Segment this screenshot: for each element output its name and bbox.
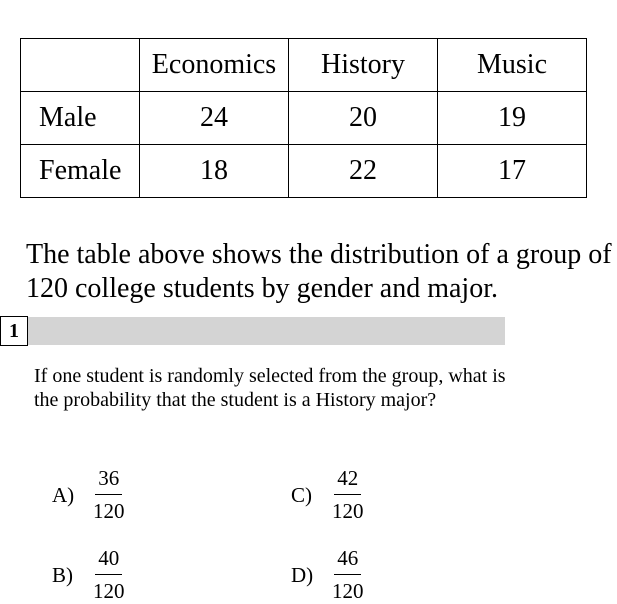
choice-letter-c: C) [291, 482, 312, 507]
cell-female-music: 17 [438, 145, 587, 198]
question-text: If one student is randomly selected from the group, what is the probability that the student is a History major? [34, 365, 506, 411]
cell-male-economics: 24 [140, 92, 289, 145]
choice-letter-a: A) [52, 482, 75, 507]
choice-fraction-a [90, 466, 128, 524]
answer-choice-c[interactable] [291, 466, 367, 524]
intro-paragraph: The table above shows the distribution of a group of 120 college students by gender and major. [26, 239, 612, 304]
choice-letter-b: B) [52, 562, 73, 587]
cell-female-history: 22 [289, 145, 438, 198]
column-header-economics: Economics [140, 39, 289, 92]
cell-female-economics: 18 [140, 145, 289, 198]
table-row-female [21, 145, 587, 198]
choice-fraction-c [329, 466, 367, 524]
fraction-denominator: 120 [332, 579, 364, 603]
answer-choice-b[interactable] [52, 546, 128, 604]
cell-male-history: 20 [289, 92, 438, 145]
fraction-numerator: 40 [95, 546, 122, 575]
answer-choice-d[interactable] [291, 546, 367, 604]
fraction-numerator: 42 [334, 466, 361, 495]
table-corner-cell [21, 39, 140, 92]
table-header-row [21, 39, 587, 92]
answer-choice-a[interactable] [52, 466, 128, 524]
row-label-male: Male [21, 92, 140, 145]
choice-fraction-d [329, 546, 367, 604]
fraction-denominator: 120 [332, 499, 364, 523]
choice-letter-d: D) [291, 562, 314, 587]
cell-male-music: 19 [438, 92, 587, 145]
distribution-table [20, 38, 587, 198]
column-header-music: Music [438, 39, 587, 92]
fraction-numerator: 36 [95, 466, 122, 495]
choice-fraction-b [90, 546, 128, 604]
table-row-male [21, 92, 587, 145]
question-number-box: 1 [0, 316, 28, 346]
fraction-denominator: 120 [93, 579, 125, 603]
fraction-denominator: 120 [93, 499, 125, 523]
fraction-numerator: 46 [334, 546, 361, 575]
row-label-female: Female [21, 145, 140, 198]
question-header-bar [0, 317, 505, 345]
column-header-history: History [289, 39, 438, 92]
